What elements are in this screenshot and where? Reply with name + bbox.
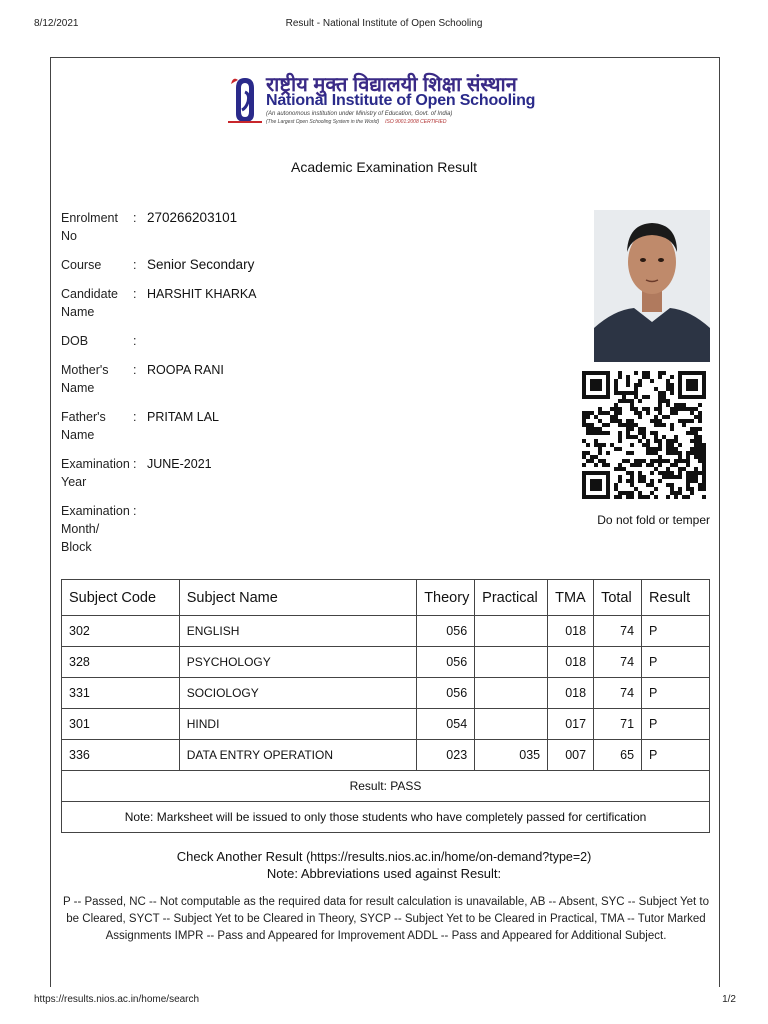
info-colon: :	[133, 258, 137, 272]
cell-tma: 017	[548, 709, 594, 740]
cell-theory: 056	[417, 647, 475, 678]
results-table	[61, 579, 710, 833]
info-value: ROOPA RANI	[147, 363, 224, 377]
info-row	[61, 408, 481, 444]
cell-tma: 018	[548, 647, 594, 678]
print-page-number: 1/2	[722, 994, 736, 1005]
cell-total: 74	[594, 616, 642, 647]
info-colon: :	[133, 363, 137, 377]
column-header: Theory	[417, 580, 475, 616]
cell-practical	[475, 647, 548, 678]
info-row	[61, 455, 481, 491]
print-title: Result - National Institute of Open Schooling	[285, 18, 483, 29]
cell-result: P	[642, 709, 710, 740]
results-header-row	[62, 580, 710, 616]
qr-code	[582, 371, 706, 499]
cell-result: P	[642, 616, 710, 647]
cell-name: HINDI	[179, 709, 416, 740]
cell-tma: 007	[548, 740, 594, 771]
logo-iso: ISO 9001:2008 CERTIFIED	[385, 119, 447, 125]
info-colon: :	[133, 334, 137, 348]
fold-note: Do not fold or temper	[597, 513, 710, 527]
marksheet-note-row	[62, 802, 710, 833]
nios-logo-icon	[228, 74, 262, 126]
candidate-photo	[594, 210, 710, 362]
logo-english-part2: Open Schooling	[415, 92, 536, 109]
cell-theory: 056	[417, 616, 475, 647]
logo-subtitle-2-text: (The Largest Open Schooling System in the World)	[266, 119, 380, 125]
cell-name: DATA ENTRY OPERATION	[179, 740, 416, 771]
overall-result: Result: PASS	[62, 771, 710, 802]
info-label: Mother's Name	[61, 363, 109, 395]
candidate-info	[61, 209, 481, 567]
cell-tma: 018	[548, 616, 594, 647]
marksheet-note: Note: Marksheet will be issued to only those students who have completely passed for certification	[62, 802, 710, 833]
info-colon: :	[133, 504, 137, 518]
cell-code: 336	[62, 740, 180, 771]
cell-theory: 023	[417, 740, 475, 771]
nios-logo	[228, 70, 536, 132]
info-label: Candidate Name	[61, 287, 118, 319]
info-value: HARSHIT KHARKA	[147, 287, 257, 301]
info-label: DOB	[61, 334, 89, 348]
check-another-link[interactable]: (https://results.nios.ac.in/home/on-demand?type=2)	[306, 850, 592, 864]
logo-subtitle-2	[266, 119, 446, 125]
table-row	[62, 616, 710, 647]
column-header: TMA	[548, 580, 594, 616]
cell-total: 65	[594, 740, 642, 771]
cell-tma: 018	[548, 678, 594, 709]
info-label: Enrolment No	[61, 211, 118, 243]
info-label: Course	[61, 258, 102, 272]
info-row	[61, 209, 481, 245]
logo-english-name	[266, 92, 535, 110]
cell-code: 302	[62, 616, 180, 647]
cell-name: PSYCHOLOGY	[179, 647, 416, 678]
page-title: Academic Examination Result	[291, 159, 477, 175]
column-header: Practical	[475, 580, 548, 616]
print-date: 8/12/2021	[34, 18, 79, 29]
column-header: Subject Code	[62, 580, 180, 616]
table-row	[62, 740, 710, 771]
print-header	[0, 18, 768, 32]
abbreviations-text: P -- Passed, NC -- Not computable as the required data for result calculation is unavailable, AB -- Absent, SYC -- Subject Yet to be Cleared, SYCT -- Subject Yet to be Cleared in Theory, SYCP -- Subject Yet to be Cleared in Practical, TMA -- Tutor Marked Assignments IMPR -- Pass and Appeared for Improvement ADDL -- Pass and Appeared for Additional Subject.	[62, 896, 710, 942]
cell-result: P	[642, 740, 710, 771]
info-colon: :	[133, 410, 137, 424]
check-another-result[interactable]	[0, 849, 768, 864]
cell-name: SOCIOLOGY	[179, 678, 416, 709]
info-colon: :	[133, 211, 137, 225]
column-header: Subject Name	[179, 580, 416, 616]
info-value: PRITAM LAL	[147, 410, 220, 424]
info-row	[61, 361, 481, 397]
cell-practical	[475, 616, 548, 647]
cell-practical	[475, 709, 548, 740]
table-row	[62, 709, 710, 740]
overall-result-row	[62, 771, 710, 802]
cell-total: 71	[594, 709, 642, 740]
logo-hindi-name: राष्ट्रीय मुक्त विद्यालयी शिक्षा संस्थान	[266, 74, 517, 96]
table-row	[62, 678, 710, 709]
logo-english-part1: National Institute of	[266, 92, 416, 109]
cell-code: 301	[62, 709, 180, 740]
info-value: 270266203101	[147, 210, 238, 225]
print-url: https://results.nios.ac.in/home/search	[34, 994, 200, 1005]
info-colon: :	[133, 457, 137, 471]
cell-theory: 054	[417, 709, 475, 740]
cell-result: P	[642, 678, 710, 709]
info-row	[61, 256, 481, 274]
column-header: Result	[642, 580, 710, 616]
info-row	[61, 285, 481, 321]
abbreviations-title: Note: Abbreviations used against Result:	[266, 866, 502, 881]
cell-total: 74	[594, 678, 642, 709]
cell-result: P	[642, 647, 710, 678]
cell-total: 74	[594, 647, 642, 678]
info-row	[61, 502, 481, 556]
cell-practical	[475, 678, 548, 709]
cell-code: 328	[62, 647, 180, 678]
table-row	[62, 647, 710, 678]
info-value: Senior Secondary	[147, 257, 255, 272]
info-value: JUNE-2021	[147, 457, 212, 471]
info-colon: :	[133, 287, 137, 301]
cell-theory: 056	[417, 678, 475, 709]
logo-subtitle-1: (An autonomous institution under Ministry of Education, Govt. of India)	[266, 111, 453, 117]
info-row	[61, 332, 481, 350]
cell-name: ENGLISH	[179, 616, 416, 647]
cell-code: 331	[62, 678, 180, 709]
info-label: Father's Name	[61, 410, 106, 442]
cell-practical: 035	[475, 740, 548, 771]
info-label: Examination Year	[61, 457, 130, 489]
check-another-label[interactable]: Check Another Result	[176, 849, 303, 864]
column-header: Total	[594, 580, 642, 616]
info-label: Examination Month/ Block	[61, 504, 130, 554]
